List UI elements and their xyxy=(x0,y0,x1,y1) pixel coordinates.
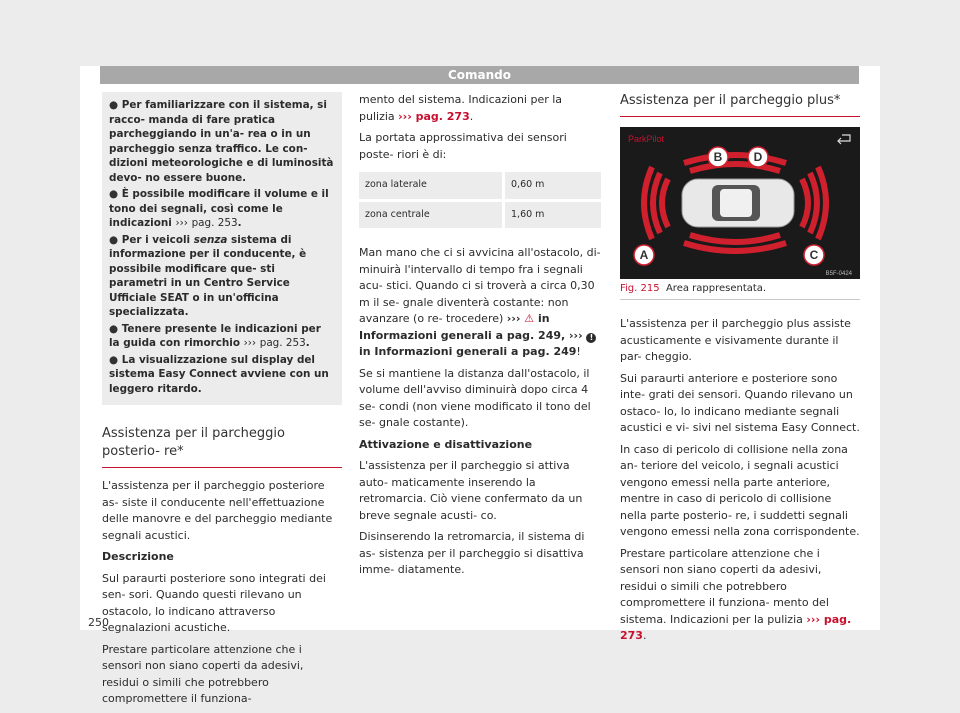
figure-label: D xyxy=(753,150,763,164)
table-cell: zona centrale xyxy=(359,202,502,229)
link-pag-249[interactable]: pag. 249 xyxy=(522,345,577,358)
parkpilot-title: ParkPilot xyxy=(628,134,665,144)
page-header: Comando xyxy=(100,66,859,84)
table-cell: zona laterale xyxy=(359,172,502,199)
figure-code: B5F-0424 xyxy=(825,271,852,277)
figure-label: B xyxy=(713,150,723,164)
paragraph: Disinserendo la retromarcia, il sistema di as- sistenza per il parcheggio si disattiva imme- diatamente. xyxy=(359,530,585,576)
figure-label: C xyxy=(809,248,819,262)
paragraph: Prestare particolare attenzione che i sensori non siano coperti da adesivi, residui o simili che potrebbero compromettere il funziona- mento del sistema. Indicazioni per la pulizia ››› pag. 273. xyxy=(620,546,852,642)
section-title-plus: Assistenza per il parcheggio plus* xyxy=(620,92,860,117)
note-item: ● Per familiarizzare con il sistema, si racco- manda di fare pratica parcheggiando in un'a- rea o in un parcheggio senza traffico. Le con- dizioni meteorologiche e di luminosità devo- no essere buone. xyxy=(109,99,334,184)
figure-caption: Fig. 215 Area rappresentata. xyxy=(620,282,860,300)
table-row xyxy=(359,202,601,229)
sensor-range-table xyxy=(359,169,601,231)
paragraph: Man mano che ci si avvicina all'ostacolo, di- minuirà l'intervallo di tempo fra i segnali acu- stici. Quando ci si troverà a circa 0,30 m il se- gnale diventerà costante: non avanzare (o re- trocedere) ››› ⚠ in Informazioni generali a pag. 249, ››› ! in Informazioni generali a pag. 249! xyxy=(359,246,601,358)
subheading-activation: Attivazione e disattivazione xyxy=(359,437,533,451)
paragraph: La portata approssimativa dei sensori poste- riori è di: xyxy=(359,131,567,161)
paragraph: Prestare particolare attenzione che i sensori non siano coperti da adesivi, residui o simili che potrebbero compromettere il funziona- xyxy=(102,642,304,705)
table-cell: 0,60 m xyxy=(502,172,601,199)
paragraph: Sui paraurti anteriore e posteriore sono inte- grati dei sensori. Quando rilevano un ostaco- lo, lo indicano mediante segnali acustici e vi- sivi nel sistema Easy Connect. xyxy=(620,371,860,434)
note-item: ● Per i veicoli senza sistema di informazione per il conducente, è possibile modificare que- sti parametri in un Centro Service Ufficiale SEAT o in un'officina specializzata. xyxy=(109,233,307,318)
warning-icon: ⚠ xyxy=(524,312,535,325)
subheading-description: Descrizione xyxy=(102,550,174,563)
figure xyxy=(620,127,860,300)
note-item: ● Tenere presente le indicazioni per la guida con rimorchio ››› pag. 253. xyxy=(109,322,321,349)
table-cell: 1,60 m xyxy=(502,202,601,229)
paragraph: In caso di pericolo di collisione nella zona an- teriore del veicolo, i segnali acustici vengono emessi nella parte anteriore, mentre in caso di pericolo di collisione nella parte posterio- re, i suddetti segnali vengono emessi nella zona corrispondente. xyxy=(620,442,860,538)
paragraph: L'assistenza per il parcheggio plus assiste acusticamente e visivamente durante il par- cheggio. xyxy=(620,317,851,363)
note-item: ● È possibile modificare il volume e il tono dei segnali, così come le indicazioni ››› pag. 253. xyxy=(109,188,329,229)
paragraph: L'assistenza per il parcheggio posteriore as- siste il conducente nell'effettuazione delle manovre e del parcheggio mediante segnali acustici. xyxy=(102,479,333,542)
paragraph: Se si mantiene la distanza dall'ostacolo, il volume dell'avviso diminuirà dopo circa 4 se- condi (non viene modificato il tono del se- gnale costante). xyxy=(359,366,591,429)
note-item: ● La visualizzazione sul display del sistema Easy Connect avviene con un leggero ritardo. xyxy=(109,353,329,395)
link-pag-249[interactable]: pag. 249 xyxy=(506,328,561,342)
link-pag-273[interactable]: ››› pag. 273 xyxy=(620,612,852,642)
figure-label: A xyxy=(639,248,649,262)
page-number: 250 xyxy=(88,616,109,629)
column-middle xyxy=(359,92,601,584)
info-icon: ! xyxy=(586,333,596,343)
table-row xyxy=(359,172,601,199)
link-pag-273[interactable]: ››› pag. 273 xyxy=(398,109,470,123)
parkpilot-figure-image xyxy=(620,127,860,279)
column-right xyxy=(620,92,860,650)
paragraph: mento del sistema. Indicazioni per la pulizia ››› pag. 273. xyxy=(359,93,563,123)
paragraph: Sul paraurti posteriore sono integrati dei sen- sori. Quando questi rilevano un ostacolo, lo indicano attraverso segnalazioni acustiche. xyxy=(102,571,326,634)
column-left xyxy=(102,92,342,713)
paragraph: L'assistenza per il parcheggio si attiva auto- maticamente inserendo la retromarcia. Ciò viene confermato da un breve segnale acusti- co. xyxy=(359,459,583,522)
section-title-rear: Assistenza per il parcheggio posterio- re* xyxy=(102,425,342,468)
note-box xyxy=(102,92,342,405)
